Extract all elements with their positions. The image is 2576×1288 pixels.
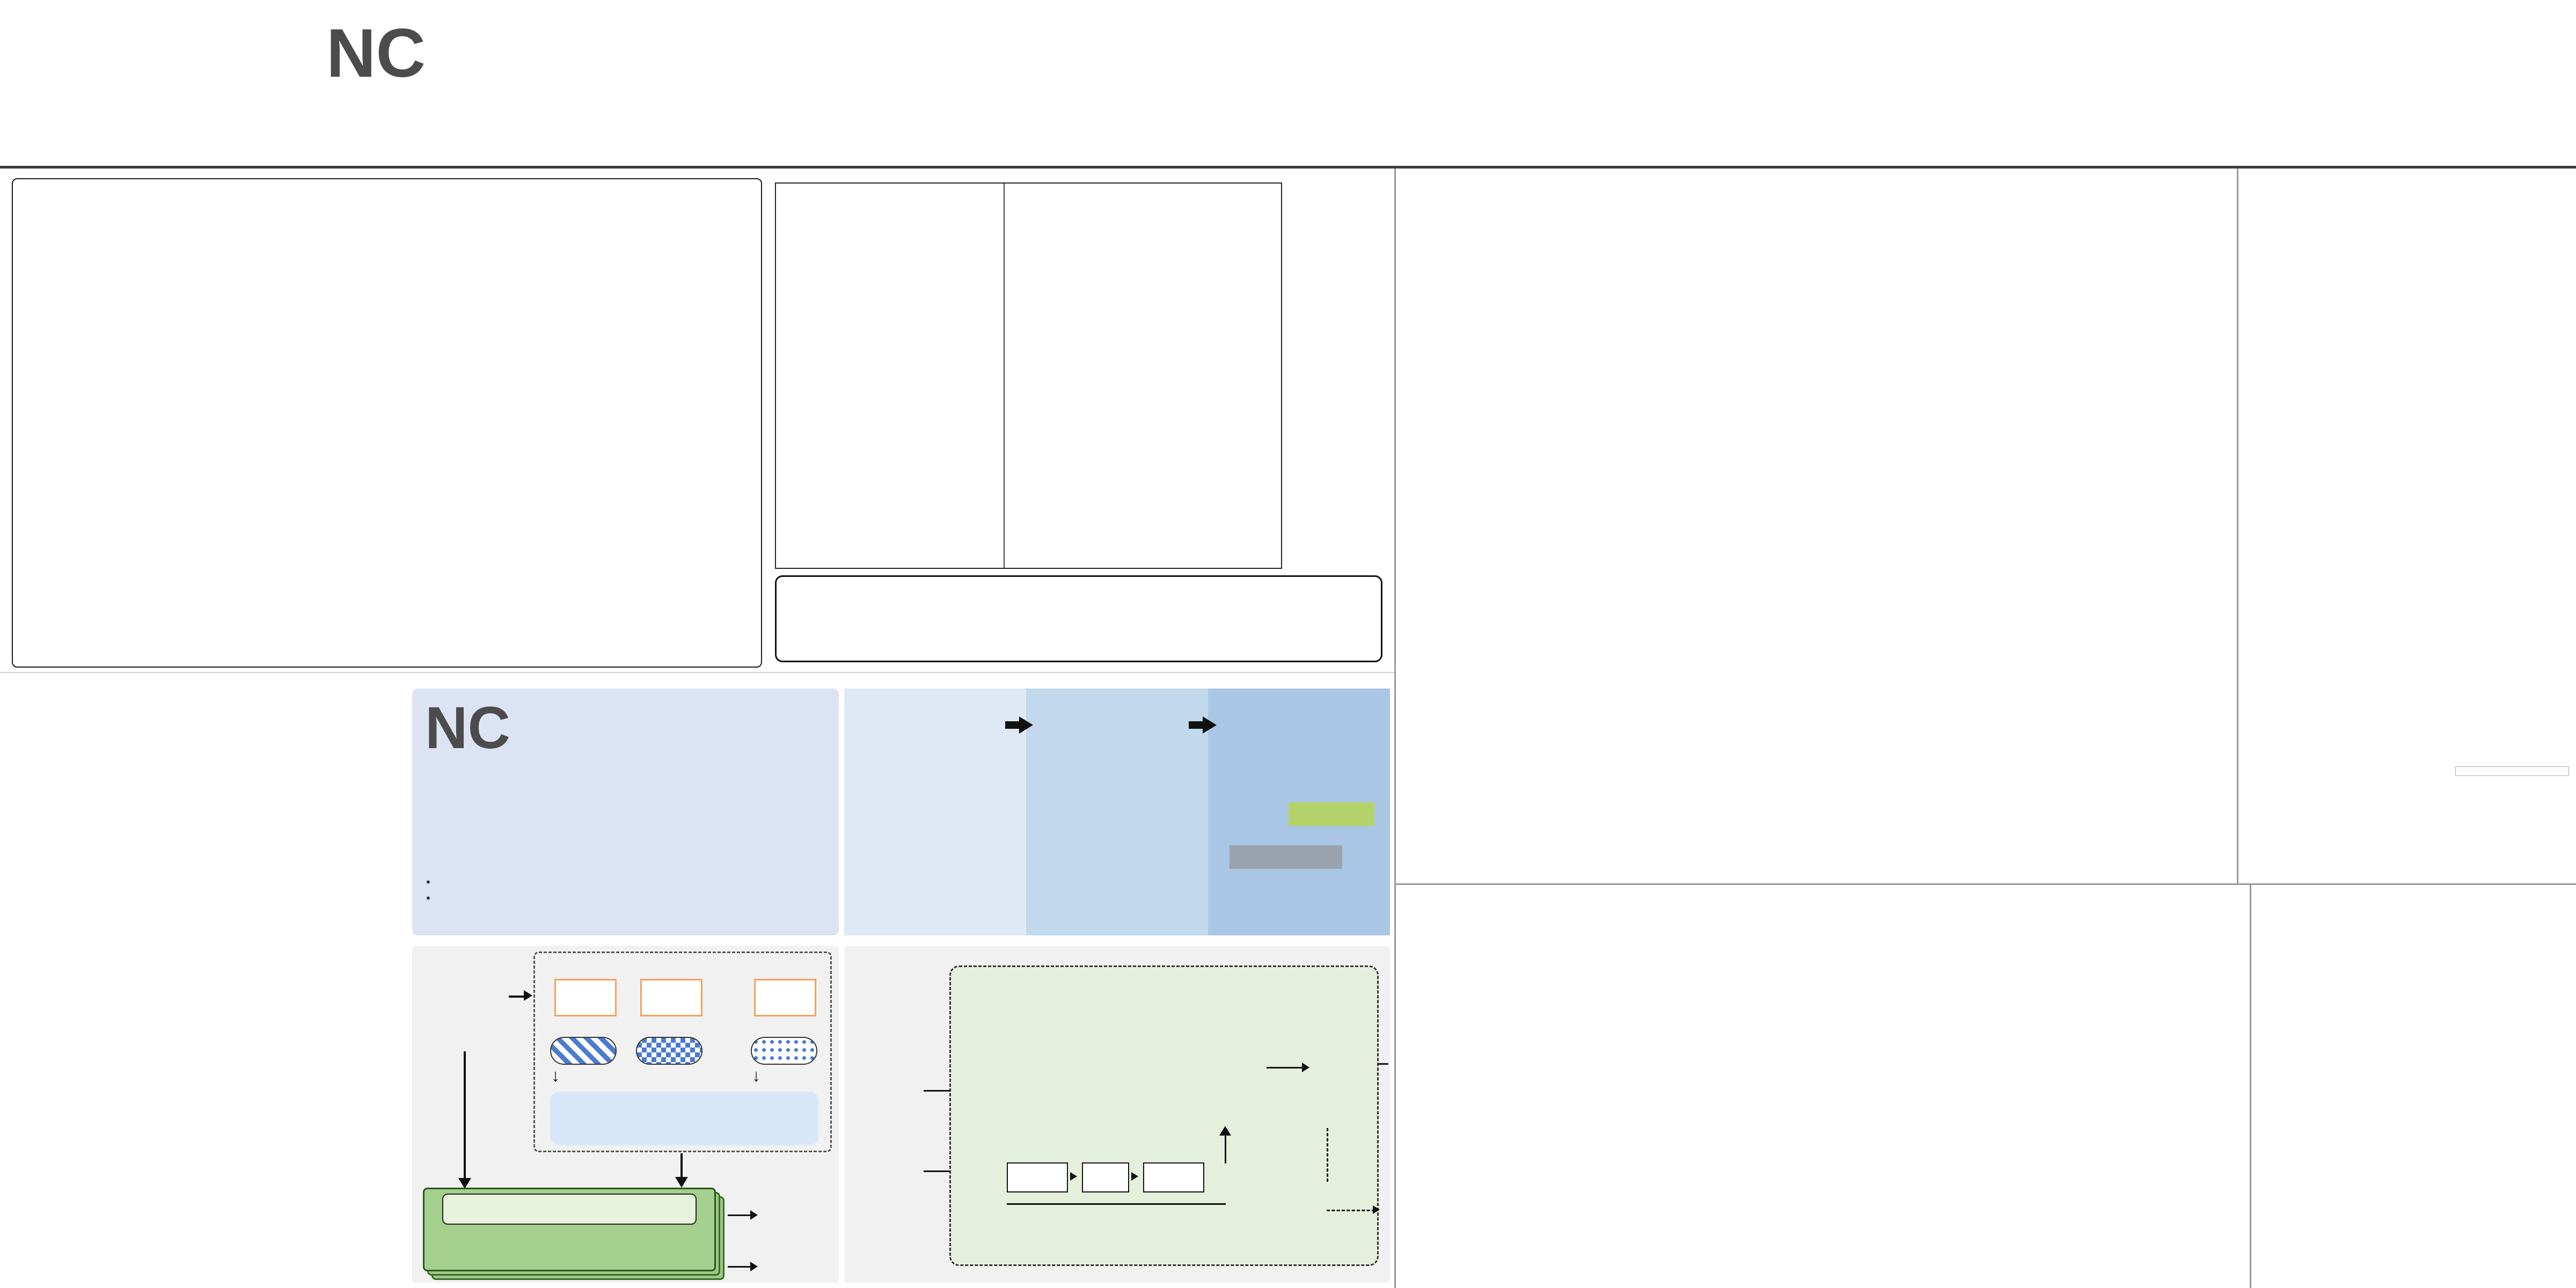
ref-down-line: [680, 1153, 683, 1179]
topk-box: [550, 1092, 818, 1145]
panel-c: [412, 946, 839, 1283]
bn-arrow-icon: [1131, 1172, 1138, 1181]
ustc-logo-icon: [21, 12, 162, 152]
panel-a: [412, 689, 839, 935]
rna-3d-structure-icon: [892, 757, 978, 865]
structure-2hem-reference: [1410, 1040, 1485, 1228]
seq-to-ref-line: [509, 996, 525, 998]
header-divider: [0, 166, 2576, 169]
skip-line: [1007, 1203, 1226, 1205]
seq-down-arrowhead-icon: [458, 1178, 471, 1189]
ncfold-transformer-box: [423, 1188, 716, 1271]
rfm-box-2: [640, 979, 702, 1016]
divider-vertical-main: [1394, 169, 1396, 1288]
panel-b-col-pdb: [844, 689, 1026, 935]
structure-4pmi-reference: [1590, 1037, 1681, 1228]
divider-horizontal-left: [0, 672, 1394, 673]
pipeline-arrow-icon: [1005, 716, 1033, 734]
pipeline-arrow-icon: [1189, 716, 1217, 734]
nc-logo-n: N: [326, 15, 376, 92]
structure-4pmi-ncfold: [1686, 1037, 1777, 1228]
xmsa-out-line: [1378, 1063, 1388, 1065]
interacting-edges-sketch-top: [780, 209, 999, 365]
gelu-box: [1143, 1162, 1204, 1192]
panel-b-col-rnaview: [1026, 689, 1208, 935]
ref-box: [533, 952, 832, 1152]
nc-logo-c: C: [376, 15, 426, 92]
divider-horizontal-right: [1396, 883, 2576, 885]
mmseqs2-mascot-icon: [1246, 693, 1353, 768]
rfm-box-p: [754, 979, 816, 1016]
classification-item: •: [426, 891, 434, 905]
conv-arrow-icon: [1070, 1172, 1077, 1181]
nc-note-box: [775, 575, 1382, 662]
mi-in-line: [924, 1170, 950, 1172]
orient-arrow-line: [728, 1266, 752, 1268]
refwsa-box: [949, 965, 1379, 1266]
query-box: [1289, 802, 1374, 826]
conv-box: [1007, 1162, 1068, 1192]
glycosidic-sketch-trans: [1010, 382, 1276, 527]
mi1-dash-line2: [1327, 1210, 1375, 1211]
legend-header: [1042, 747, 1060, 763]
bn-box: [1082, 1162, 1129, 1192]
e1-label: ↓: [551, 1066, 560, 1085]
alignment-hatch-icon: [1304, 827, 1363, 844]
seq-to-ref-arrow-icon: [524, 990, 532, 1001]
structure-5b43-ncfold: [1792, 1030, 1996, 1234]
figure-inner-divider: [1004, 184, 1005, 568]
seq-down-line: [464, 1051, 466, 1179]
embedding-pill-2: [636, 1037, 702, 1065]
xi-in-line: [924, 1090, 950, 1092]
panel-a-classification: [426, 874, 603, 906]
zju-logo-icon: [167, 12, 308, 152]
radar-legend: [2455, 766, 2569, 776]
edge-distribution-donut-chart: [601, 693, 837, 932]
ep-label: ↓: [752, 1066, 760, 1085]
structure-2hem-ncfold: [1496, 1040, 1571, 1228]
classification-item: •: [426, 875, 434, 889]
ref-down-arrowhead-icon: [675, 1177, 688, 1188]
divider-vertical-bars: [2250, 885, 2251, 1288]
edge-arrow-line: [728, 1214, 752, 1216]
nc-bench-logo: [326, 14, 519, 94]
motivation-box: [12, 178, 762, 668]
mi1-dash-line: [1327, 1128, 1328, 1182]
title-block: [671, 9, 2012, 15]
qr-code: [2412, 8, 2563, 158]
panel-b: [844, 689, 1390, 935]
orient-arrow-icon: [750, 1262, 758, 1271]
panel-d: [844, 946, 1390, 1283]
zero-shot-radar-chart: [2242, 621, 2575, 882]
glycosidic-sketch-cis: [1010, 211, 1276, 346]
panel-a-nc-logo: N C: [425, 695, 510, 761]
mi1-arrow-icon: [1373, 1205, 1380, 1214]
embedding-pill-1: [550, 1037, 617, 1065]
structure-5b43-reference: [2007, 1030, 2211, 1234]
target-box: [1230, 845, 1342, 869]
softmax-arrow-icon: [1302, 1063, 1309, 1072]
panel-b-col-mmseqs: [1208, 689, 1390, 935]
ref-weighted-attention-box: [442, 1194, 697, 1225]
feat-up-arrowhead-icon: [1219, 1126, 1231, 1136]
edge-arrow-icon: [750, 1210, 758, 1220]
softmax-arrow-line: [1267, 1067, 1304, 1069]
embedding-pill-p: [751, 1037, 817, 1065]
iclr-logo: [2187, 12, 2396, 34]
edges-orientations-figure: [775, 182, 1282, 569]
interacting-edges-sketch-bottom: [780, 389, 999, 544]
divider-vertical-zeroshot: [2237, 169, 2238, 883]
rfm-box-1: [554, 979, 617, 1016]
